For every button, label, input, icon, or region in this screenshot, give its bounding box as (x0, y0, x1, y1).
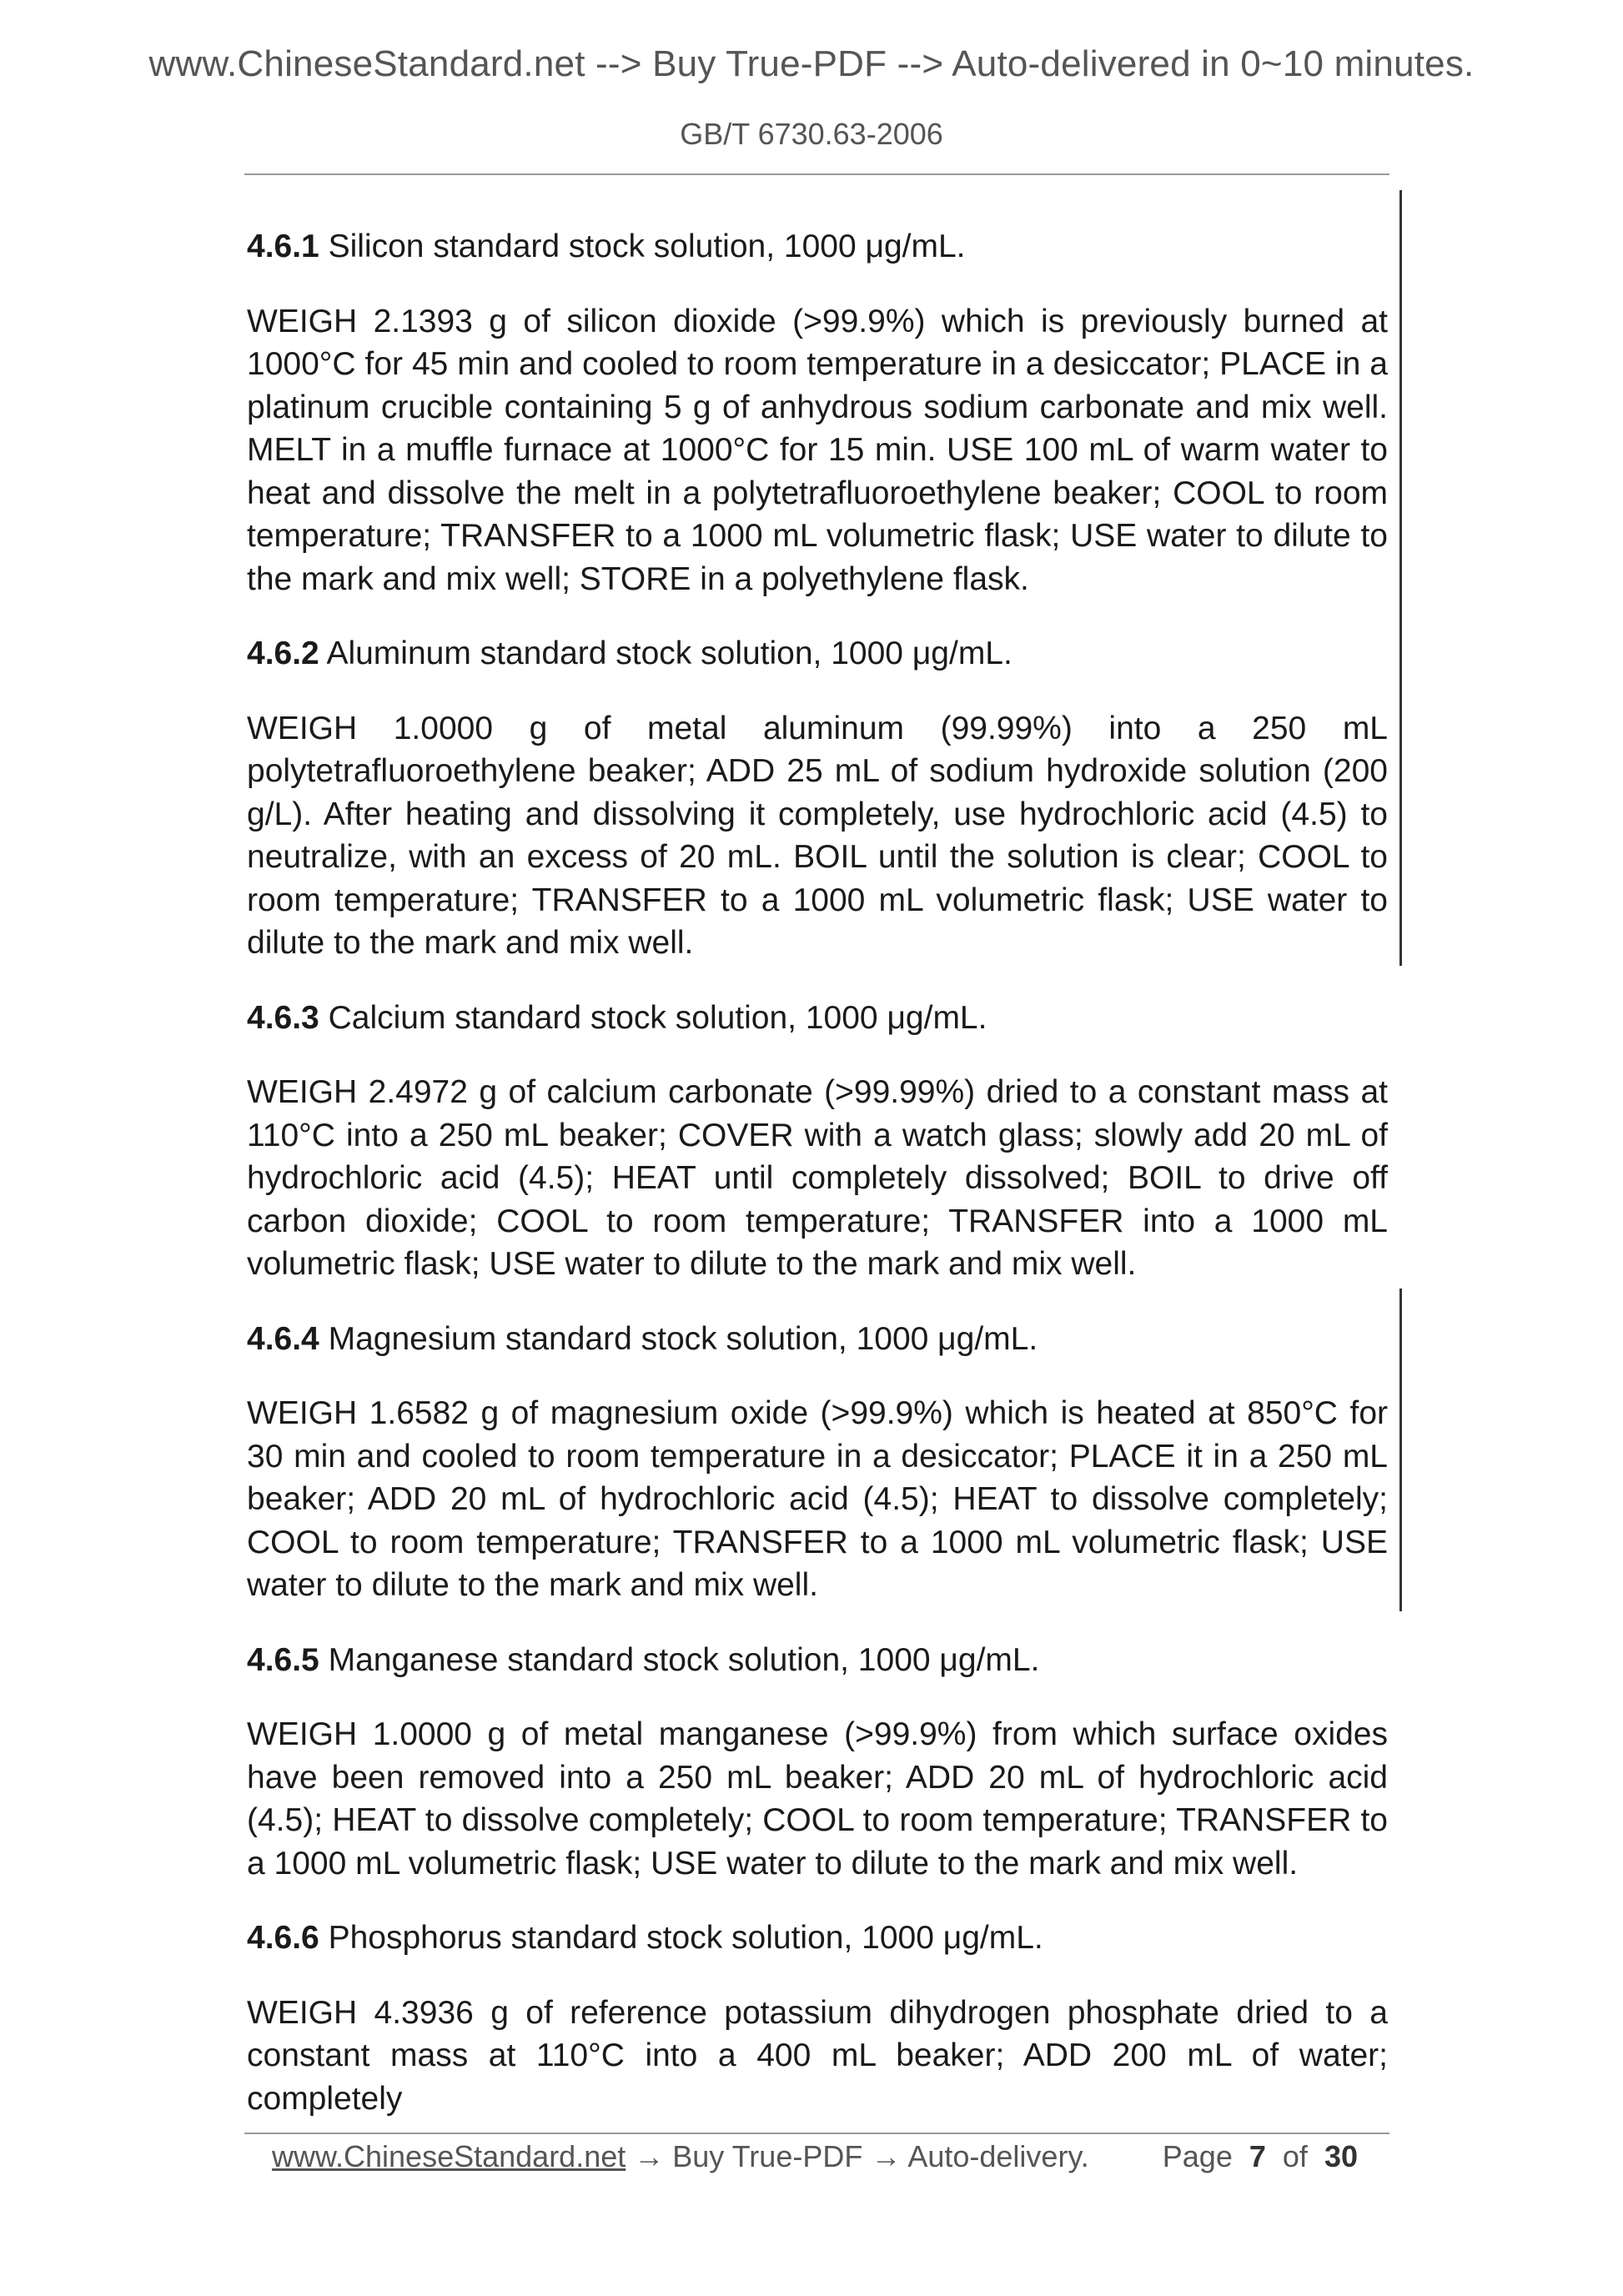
section-heading (247, 997, 1388, 1040)
section-number: 4.6.5 (247, 1641, 319, 1678)
section-paragraph: WEIGH 2.4972 g of calcium carbonate (>99.99%) dried to a constant mass at 110°C into a 250 mL beaker; COVER with a watch glass; slowly add 20 mL of hydrochloric acid (4.5); HEAT until completely dissolved; BOIL to drive off carbon dioxide; COOL to room temperature; TRANSFER into a 1000 mL volumetric flask; USE water to dilute to the mark and mix well. (247, 1074, 1388, 1282)
top-banner: www.ChineseStandard.net --> Buy True-PDF --> Auto-delivered in 0~10 minutes. (148, 43, 1475, 84)
section-title: Magnesium standard stock solution, 1000 μg/mL. (328, 1320, 1038, 1357)
footer-site-link[interactable]: www.ChineseStandard.net (272, 2139, 626, 2173)
section-paragraph: WEIGH 1.6582 g of magnesium oxide (>99.9%) which is heated at 850°C for 30 min and cooled to room temperature in a desiccator; PLACE it in a 250 mL beaker; ADD 20 mL of hydrochloric acid (4.5); HEAT to dissolve completely; COOL to room temperature; TRANSFER to a 1000 mL volumetric flask; USE water to dilute to the mark and mix well. (247, 1395, 1388, 1603)
section-paragraph: WEIGH 1.0000 g of metal aluminum (99.99%) into a 250 mL polytetrafluoroethylene beaker; ADD 25 mL of sodium hydroxide solution (200 g/L). After heating and dissolving it completely, use hydrochloric acid (4.5) to neutralize, with an excess of 20 mL. BOIL until the solution is clear; COOL to room temperature; TRANSFER to a 1000 mL volumetric flask; USE water to dilute to the mark and mix well. (247, 710, 1388, 961)
page-footer (272, 2139, 1381, 2181)
section-title: Calcium standard stock solution, 1000 μg/mL. (328, 999, 987, 1036)
section-number: 4.6.4 (247, 1320, 319, 1357)
of-word: of (1282, 2139, 1308, 2173)
footer-tagline: → Buy True-PDF → Auto-delivery. (634, 2139, 1089, 2173)
section-paragraph: WEIGH 4.3936 g of reference potassium dihydrogen phosphate dried to a constant mass at 110°C into a 400 mL beaker; ADD 200 mL of water; completely (247, 1994, 1388, 2117)
page-indicator (1163, 2139, 1358, 2174)
section-number: 4.6.2 (247, 636, 319, 671)
page-word: Page (1162, 2139, 1233, 2173)
document-body (247, 225, 1388, 2152)
section-title: Aluminum standard stock solution, 1000 μg/mL. (326, 636, 1012, 671)
section-heading (247, 1318, 1388, 1361)
standard-code: GB/T 6730.63-2006 (680, 117, 943, 151)
footer-divider (244, 2133, 1389, 2134)
revision-bar (1399, 190, 1402, 966)
page-total: 30 (1324, 2139, 1358, 2173)
section-number: 4.6.3 (247, 999, 319, 1036)
section-paragraph: WEIGH 2.1393 g of silicon dioxide (>99.9%) which is previously burned at 1000°C for 45 min and cooled to room temperature in a desiccator; PLACE in a platinum crucible containing 5 g of anhydrous sodium carbonate and mix well. MELT in a muffle furnace at 1000°C for 15 min. USE 100 mL of warm water to heat and dissolve the melt in a polytetrafluoroethylene beaker; COOL to room temperature; TRANSFER to a 1000 mL volumetric flask; USE water to dilute to the mark and mix well; STORE in a polyethylene flask. (247, 303, 1388, 597)
section-title: Phosphorus standard stock solution, 1000 μg/mL. (328, 1920, 1043, 1956)
section-number: 4.6.1 (247, 229, 319, 264)
section-title: Silicon standard stock solution, 1000 μg/mL. (328, 229, 966, 264)
section-heading (247, 632, 1388, 676)
section-heading (247, 1639, 1388, 1682)
section-heading (247, 225, 1388, 269)
header-divider (244, 173, 1389, 175)
page-number: 7 (1249, 2139, 1266, 2173)
section-paragraph: WEIGH 1.0000 g of metal manganese (>99.9%) from which surface oxides have been removed into a 250 mL beaker; ADD 20 mL of hydrochloric acid (4.5); HEAT to dissolve completely; COOL to room temperature; TRANSFER to a 1000 mL volumetric flask; USE water to dilute to the mark and mix well. (247, 1716, 1388, 1882)
revision-bar (1399, 1289, 1402, 1611)
section-title: Manganese standard stock solution, 1000 μg/mL. (328, 1641, 1040, 1678)
section-number: 4.6.6 (247, 1920, 319, 1956)
section-heading (247, 1917, 1388, 1960)
